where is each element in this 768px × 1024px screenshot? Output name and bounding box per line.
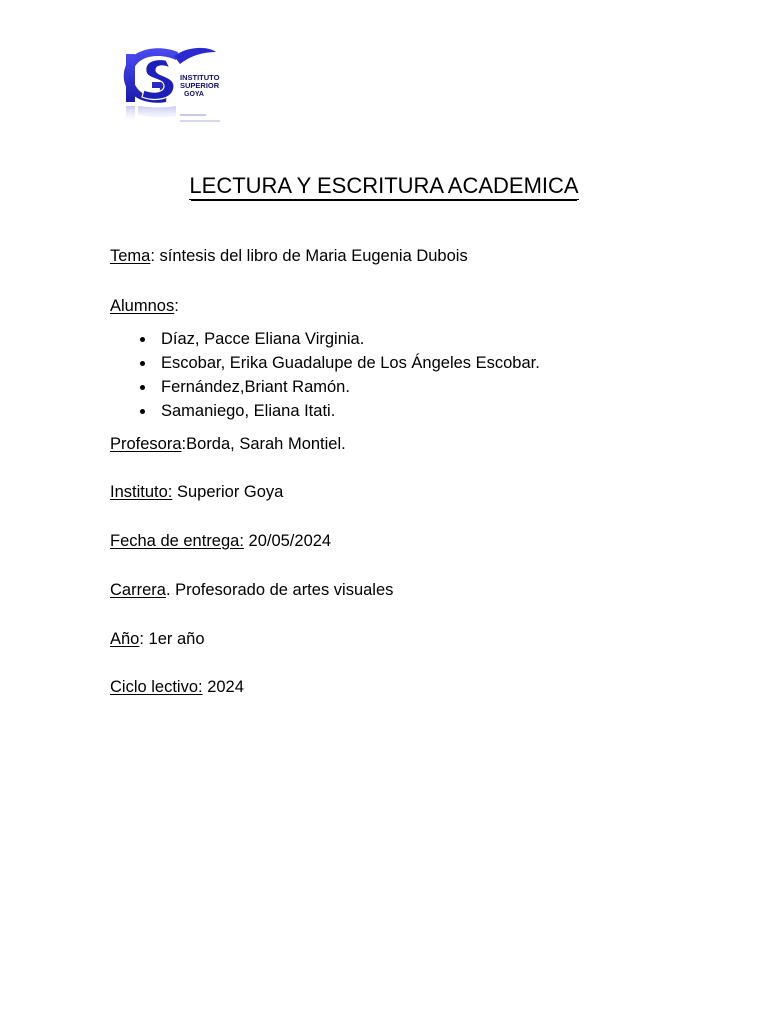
list-item [110,327,540,351]
fecha-label: Fecha de entrega: [110,532,244,550]
list-item [110,375,540,399]
profesora-label: Profesora [110,435,182,453]
fecha-line [110,530,331,552]
instituto-line [110,481,283,503]
page-title [0,172,768,200]
anio-value: : 1er año [139,630,205,648]
page-title-text: LECTURA Y ESCRITURA ACADEMICA [189,173,579,198]
bullet-icon [140,385,145,390]
ciclo-line [110,676,244,698]
alumnos-label: Alumnos [110,297,175,315]
list-item [110,351,540,375]
instituto-label: Instituto: [110,483,173,501]
tema-value: : síntesis del libro de Maria Eugenia Dubois [150,247,468,265]
logo-text-line-2: SUPERIOR [180,81,220,90]
carrera-line [110,579,393,601]
profesora-value: :Borda, Sarah Montiel. [181,435,346,453]
anio-line [110,628,205,650]
alumnos-suffix: : [174,297,179,315]
student-name: Fernández,Briant Ramón. [161,378,350,396]
student-name: Escobar, Erika Guadalupe de Los Ángeles Escobar. [161,354,540,372]
institute-logo-graphic [118,42,238,132]
logo-text-line-1: INSTITUTO [180,73,220,82]
bullet-icon [140,361,145,366]
carrera-value: . Profesorado de artes visuales [165,581,394,599]
alumnos-heading [110,295,179,317]
anio-label: Año [110,630,140,648]
instituto-value: Superior Goya [172,483,284,501]
ciclo-value: 2024 [202,678,244,696]
carrera-label: Carrera [110,581,166,599]
bullet-icon [140,337,145,342]
ciclo-label: Ciclo lectivo: [110,678,203,696]
fecha-value: 20/05/2024 [243,532,332,550]
student-list [110,327,540,423]
list-item [110,399,540,423]
tema-line [110,245,468,267]
bullet-icon [140,409,145,414]
logo-text-line-3: GOYA [184,91,204,98]
institute-logo [118,42,238,132]
student-name: Samaniego, Eliana Itati. [161,402,336,420]
tema-label: Tema [110,247,151,265]
profesora-line [110,433,346,455]
student-name: Díaz, Pacce Eliana Virginia. [161,330,365,348]
